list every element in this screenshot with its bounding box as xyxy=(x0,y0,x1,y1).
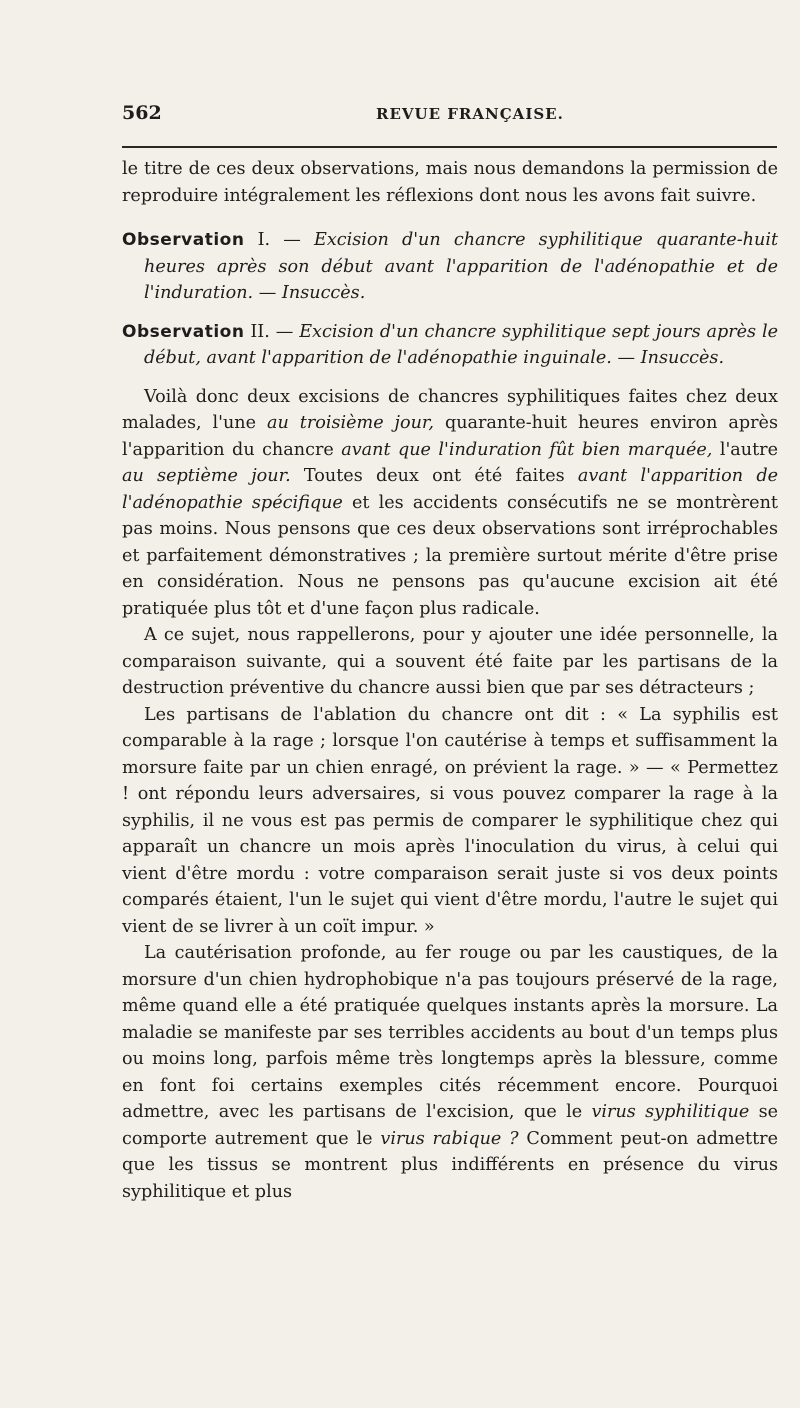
text-run: et les accidents consécutifs ne se montrèrent pas moins. Nous pensons que ces deux observations sont irréprochables et parfaitement démonstratives ; la première surtout mérite d'être prise en considération. Nous ne pensons pas qu'aucune excision ait été pratiquée plus tôt et d'une façon plus radicale. xyxy=(122,492,778,619)
paragraph-partisans: Les partisans de l'ablation du chancre ont dit : « La syphilis est comparable à la rage ; lorsque l'on cautérise à temps et suffisamment la morsure faite par un chien enragé, on prévient la rage. » — « Permettez ! ont répondu leurs adversaires, si vous pouvez comparer la rage à la syphilis, il ne vous est pas permis de comparer le syphilitique chez qui apparaît un chancre un mois après l'inoculation du virus, à celui qui vient d'être mordu : votre comparaison serait juste si vos deux points comparés étaient, l'un le sujet qui vient d'être mordu, l'autre le sujet qui vient de se livrer à un coït impur. » xyxy=(122,704,778,937)
journal-title: REVUE FRANÇAISE. xyxy=(376,105,564,123)
observation-2-title: Excision d'un chancre syphilitique sept jours après le début, avant l'apparition de l'adénopathie inguinale. xyxy=(144,321,779,368)
observation-1-numeral: I. — xyxy=(257,230,301,250)
observation-2 xyxy=(122,319,778,372)
italic-run: virus syphilitique xyxy=(591,1102,750,1122)
text-run: se comporte autrement que le xyxy=(122,1102,779,1149)
text-run: Comment peut-on admettre que les tissus se montrent plus indifférents en présence du virus syphilitique et plus xyxy=(122,1128,778,1202)
text-run: Voilà donc deux excisions de chancres syphilitiques faites chez deux malades, l'une xyxy=(122,386,778,433)
observation-2-label: Observation xyxy=(122,321,245,342)
italic-run: au septième jour. xyxy=(122,466,291,486)
observation-2-separator: — xyxy=(617,348,636,368)
paragraph-cauterisation xyxy=(122,940,778,1205)
text-run: La cautérisation profonde, au fer rouge ou par les caustiques, de la morsure d'un chien hydrophobique n'a pas toujours préservé de la rage, même quand elle a été pratiquée quelques instants après la morsure. La maladie se manifeste par ses terribles accidents au bout d'un temps plus ou moins long, parfois même très longtemps après la blessure, comme en font foi certains exemples cités récemment encore. Pourquoi admettre, avec les partisans de l'excision, que le xyxy=(122,943,778,1122)
text-run: quarante-huit heures environ après l'apparition du chancre xyxy=(122,413,778,460)
italic-run: au troisième jour, xyxy=(267,413,434,433)
header-rule xyxy=(122,146,777,148)
page-number: 562 xyxy=(122,102,162,124)
body-text xyxy=(122,156,778,1205)
italic-run: avant que l'induration fût bien marquée, xyxy=(341,439,713,460)
observation-2-result: Insuccès. xyxy=(640,348,725,368)
observation-1-label: Observation xyxy=(122,230,245,250)
running-head xyxy=(122,102,768,130)
italic-run: virus rabique ? xyxy=(380,1128,519,1149)
paragraph-excisions xyxy=(122,384,778,623)
observation-1-title: Excision d'un chancre syphilitique quarante-huit heures après son début avant l'apparition de l'adénopathie et de l'induration. xyxy=(144,230,779,303)
observation-2-numeral: II. — xyxy=(250,321,294,342)
observation-1-separator: — xyxy=(258,283,277,303)
observation-1 xyxy=(122,227,778,307)
paragraph-comparison: A ce sujet, nous rappellerons, pour y ajouter une idée personnelle, la comparaison suivante, qui a souvent été faite par les partisans de la destruction préventive du chancre aussi bien que par ses détracteurs ; xyxy=(122,625,778,698)
paragraph-intro: le titre de ces deux observations, mais nous demandons la permission de reproduire intégralement les réflexions dont nous les avons fait suivre. xyxy=(122,159,778,206)
observation-1-result: Insuccès. xyxy=(281,283,366,303)
italic-run: avant l'apparition de l'adénopathie spécifique xyxy=(122,466,779,513)
text-run: l'autre xyxy=(719,439,778,460)
text-run: Toutes deux ont été faites xyxy=(303,466,565,486)
